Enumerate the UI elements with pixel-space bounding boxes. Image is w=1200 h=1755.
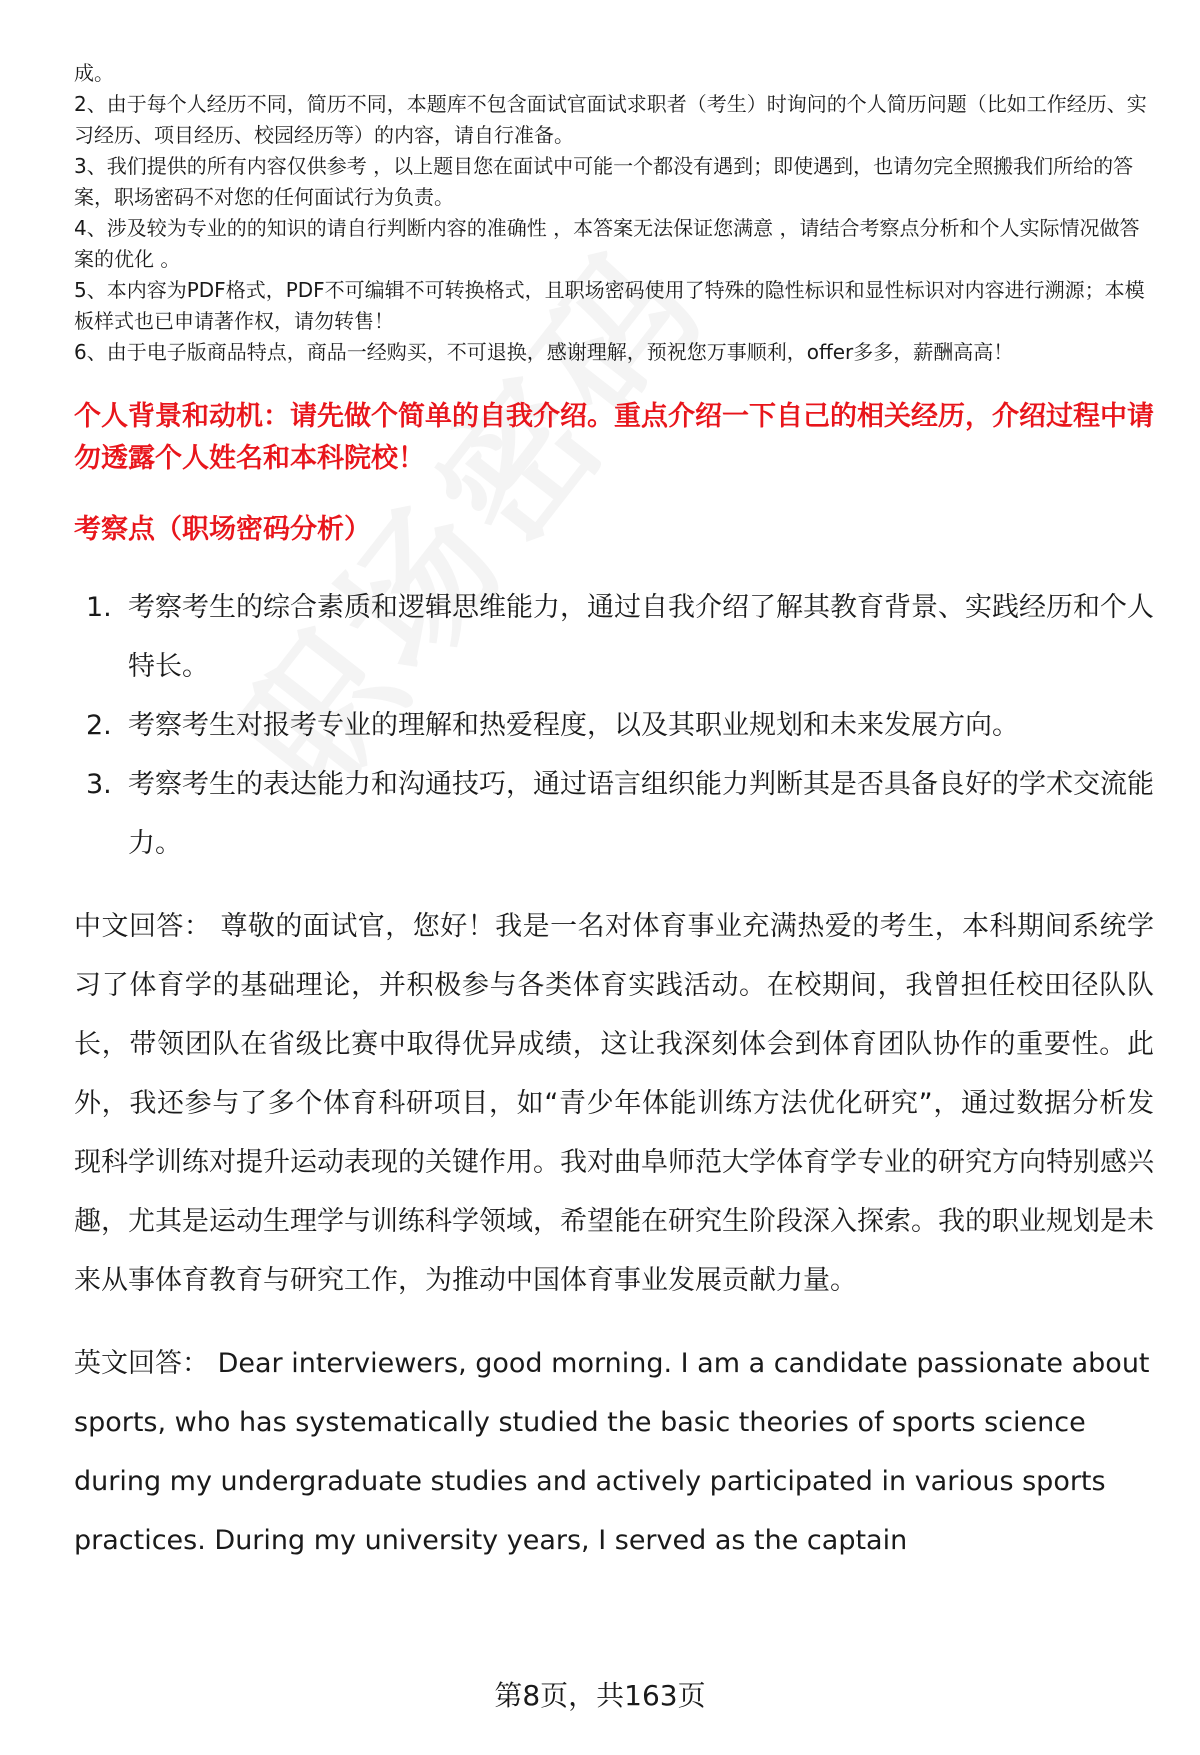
page-content (74, 58, 1154, 1570)
notice-list (74, 58, 1154, 368)
analysis-point (74, 696, 1154, 755)
notice-item: 2、由于每个人经历不同，简历不同，本题库不包含面试官面试求职者（考生）时询问的个人简历问题（比如工作经历、实习经历、项目经历、校园经历等）的内容，请自行准备。 (74, 92, 1147, 147)
point-number: 2. (86, 710, 112, 741)
point-number: 3. (86, 769, 112, 800)
chinese-answer-label: 中文回答： (74, 911, 212, 942)
notice-item: 3、我们提供的所有内容仅供参考 ，以上题目您在面试中可能一个都没有遇到；即使遇到，也请勿完全照搬我们所给的答案，职场密码不对您的任何面试行为负责。 (74, 154, 1134, 209)
notice-item: 成。 (74, 61, 114, 85)
point-text: 考察考生的表达能力和沟通技巧，通过语言组织能力判断其是否具备良好的学术交流能力。 (128, 769, 1154, 859)
point-text: 考察考生的综合素质和逻辑思维能力，通过自我介绍了解其教育背景、实践经历和个人特长。 (128, 592, 1154, 682)
point-text: 考察考生对报考专业的理解和热爱程度，以及其职业规划和未来发展方向。 (128, 710, 1019, 741)
question-title: 个人背景和动机：请先做个简单的自我介绍。重点介绍一下自己的相关经历，介绍过程中请勿透露个人姓名和本科院校！ (74, 401, 1154, 474)
notice-item: 4、涉及较为专业的的知识的请自行判断内容的准确性 ，本答案无法保证您满意 ，请结合考察点分析和个人实际情况做答案的优化 。 (74, 216, 1140, 271)
english-answer-label: 英文回答： (74, 1348, 209, 1379)
english-answer (74, 1334, 1154, 1570)
point-number: 1. (86, 592, 112, 623)
page-number: 第8页，共163页 (494, 1679, 706, 1712)
analysis-point (74, 755, 1154, 873)
notice-item: 6、由于电子版商品特点，商品一经购买，不可退换，感谢理解，预祝您万事顺利，offer多多，薪酬高高！ (74, 340, 1014, 364)
chinese-answer (74, 897, 1154, 1310)
notice-item: 5、本内容为PDF格式，PDF不可编辑不可转换格式，且职场密码使用了特殊的隐性标识和显性标识对内容进行溯源；本模板样式也已申请著作权，请勿转售！ (74, 278, 1145, 333)
english-answer-text: Dear interviewers, good morning. I am a candidate passionate about sports, who has systematically studied the basic theories of sports science during my undergraduate studies and actively participated in various sports practices. During my university years, I served as the captain (74, 1348, 1150, 1556)
analysis-point (74, 578, 1154, 696)
analysis-points (74, 578, 1154, 873)
analysis-title: 考察点（职场密码分析） (74, 514, 371, 545)
chinese-answer-text: 尊敬的面试官，您好！我是一名对体育事业充满热爱的考生，本科期间系统学习了体育学的基础理论，并积极参与各类体育实践活动。在校期间，我曾担任校田径队队长，带领团队在省级比赛中取得优异成绩，这让我深刻体会到体育团队协作的重要性。此外，我还参与了多个体育科研项目，如“青少年体能训练方法优化研究”，通过数据分析发现科学训练对提升运动表现的关键作用。我对曲阜师范大学体育学专业的研究方向特别感兴趣，尤其是运动生理学与训练科学领域，希望能在研究生阶段深入探索。我的职业规划是未来从事体育教育与研究工作，为推动中国体育事业发展贡献力量。 (74, 911, 1155, 1296)
